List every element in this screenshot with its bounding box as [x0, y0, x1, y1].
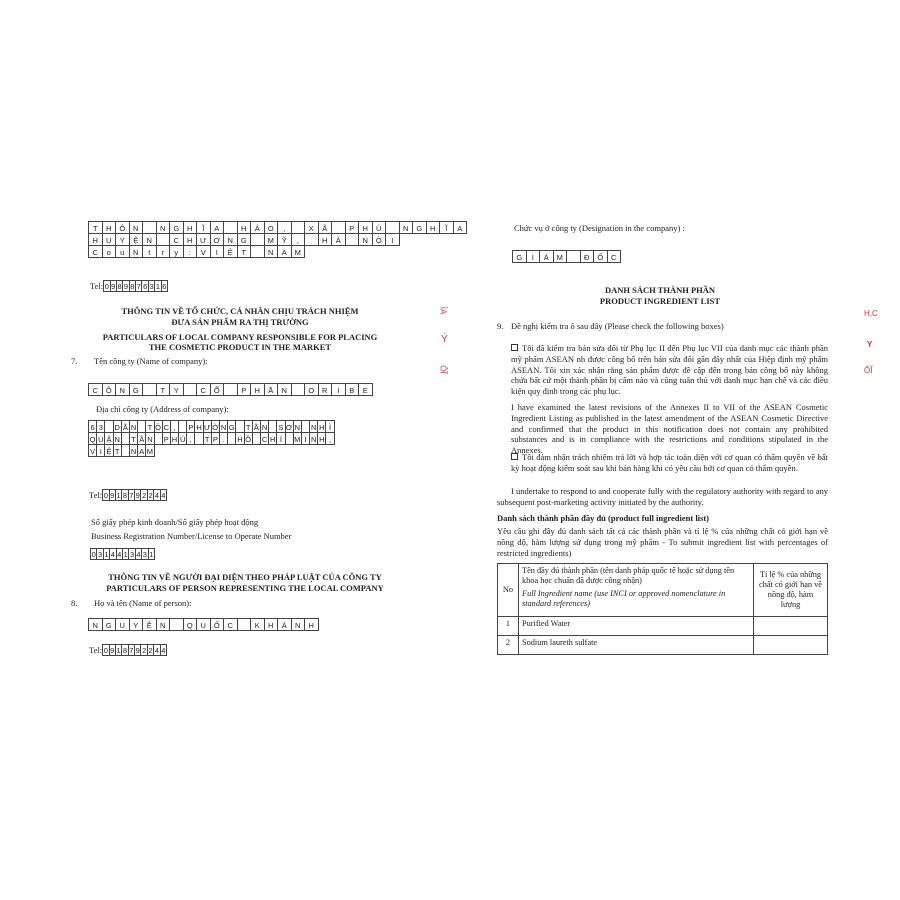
letter-box: P: [211, 432, 220, 445]
letter-box: 4: [136, 550, 141, 559]
stamp-mark-right-1: H,C: [864, 309, 878, 318]
letter-box: 3: [129, 550, 135, 559]
letter-box: [142, 383, 157, 396]
row-1-name: Purified Water: [519, 617, 754, 636]
letter-box: 9: [110, 646, 115, 655]
letter-box: 4: [154, 646, 160, 655]
letter-box: P: [162, 432, 171, 445]
designation-label: Chức vụ ở công ty (Designation in the company) :: [514, 223, 685, 233]
letter-box: N: [260, 420, 269, 433]
section-local-company-en-title-1: PARTICULARS OF LOCAL COMPANY RESPONSIBLE FOR PLACING: [102, 332, 378, 342]
stamp-mark-left-2: Ý: [441, 334, 448, 345]
letter-box: N: [129, 420, 138, 433]
letter-box: H: [250, 383, 265, 396]
letter-box: Y: [129, 618, 144, 631]
letter-box: H: [88, 233, 103, 246]
letter-box: N: [129, 221, 144, 234]
letter-box: 0: [103, 491, 108, 500]
letter-box: Y: [115, 233, 130, 246]
letter-box: N: [145, 432, 154, 445]
letter-box: .: [219, 432, 228, 445]
letter-box: C: [260, 432, 269, 445]
letter-box: A: [137, 444, 146, 457]
letter-box: r: [156, 245, 171, 258]
letter-box: [183, 383, 198, 396]
letter-box: Ư: [203, 420, 212, 433]
table-row: [498, 617, 828, 636]
letter-box: M: [145, 444, 154, 457]
full-ingredient-list-desc: Yêu cầu ghi đầy đủ danh sách tất cả các thành phần và tỉ lệ % của những chất có giới hạn về nồng độ, hàm lượng sử dụng trong mỹ phẩm - To submit ingredient list with percentages of restricted ingredients): [497, 526, 828, 558]
letter-box: M: [293, 432, 302, 445]
row-1-percentage: [754, 617, 828, 636]
header-name-vn: Tên đầy đủ thành phần (tên danh pháp quốc tế hoặc sử dụng tên khoa học chuẩn đã được công nhận): [522, 566, 735, 585]
letter-box: 2: [142, 646, 147, 655]
company-name-boxes: [89, 383, 373, 396]
letter-box: A: [453, 221, 468, 234]
letter-box: 8: [122, 491, 128, 500]
letter-box: T: [244, 420, 253, 433]
declaration-1-vn: [511, 343, 828, 397]
row-2-percentage: [754, 636, 828, 655]
letter-box: H: [426, 221, 441, 234]
declaration-1-checkbox[interactable]: [511, 344, 518, 351]
letter-box: N: [129, 245, 144, 258]
letter-box: N: [219, 420, 228, 433]
letter-box: 8: [117, 282, 122, 291]
letter-box: G: [129, 383, 144, 396]
stamp-mark-right-2: Y: [867, 340, 873, 349]
section-representative-vn-title: THÔNG TIN VỀ NGƯỜI ĐẠI DIỆN THEO PHÁP LUẬT CỦA CÔNG TY: [108, 572, 382, 582]
letter-box: N: [399, 221, 414, 234]
letter-box: N: [264, 245, 279, 258]
stamp-mark-left-1: ÌA: [438, 306, 448, 315]
letter-box: 1: [116, 646, 121, 655]
letter-box: N: [358, 233, 373, 246]
company-address-label: Địa chỉ công ty (Address of company):: [96, 404, 229, 414]
letter-box: 9: [135, 646, 140, 655]
letter-box: H: [102, 221, 117, 234]
letter-box: T: [156, 383, 171, 396]
letter-box: I: [301, 432, 310, 445]
letter-box: Ầ: [121, 420, 130, 433]
letter-box: T: [113, 444, 122, 457]
table-row: [498, 636, 828, 655]
ingredient-table: [497, 563, 828, 655]
declaration-2-checkbox[interactable]: [511, 453, 518, 460]
letter-box: ,: [277, 221, 292, 234]
license-number-boxes: [91, 548, 155, 560]
letter-box: G: [412, 221, 427, 234]
letter-box: [566, 250, 581, 263]
letter-box: H: [318, 233, 333, 246]
letter-box: y: [169, 245, 184, 258]
letter-box: C: [223, 618, 238, 631]
letter-box: P: [237, 383, 252, 396]
letter-box: N: [277, 383, 292, 396]
letter-box: Đ: [580, 250, 595, 263]
letter-box: :: [183, 245, 198, 258]
letter-box: Ơ: [285, 420, 294, 433]
ingredient-table-header: [498, 564, 828, 617]
letter-box: 9: [123, 282, 129, 291]
letter-box: 7: [129, 491, 134, 500]
declaration-2-vn-text: Tôi đảm nhận trách nhiệm trả lời và hợp tác toàn diện với cơ quan có thẩm quyền về bất kỳ hoạt động kiểm soát sau khi bán hàng khi có yêu cầu bởi cơ quan có thẩm quyền.: [511, 452, 828, 473]
letter-box: Ộ: [154, 420, 163, 433]
letter-box: 9: [110, 491, 115, 500]
item-7-label: Tên công ty (Name of company):: [94, 356, 208, 366]
letter-box: N: [223, 233, 238, 246]
letter-box: Ã: [318, 221, 333, 234]
letter-box: H: [183, 233, 198, 246]
section-local-company-vn-title-2: ĐƯA SẢN PHẨM RA THỊ TRƯỜNG: [171, 317, 309, 327]
letter-box: 3: [98, 550, 103, 559]
letter-box: [237, 618, 252, 631]
letter-box: Ĩ: [439, 221, 454, 234]
letter-box: H: [358, 221, 373, 234]
letter-box: C: [169, 233, 184, 246]
letter-box: N: [129, 444, 138, 457]
letter-box: 4: [117, 550, 122, 559]
letter-box: 4: [110, 550, 115, 559]
letter-box: I: [210, 245, 225, 258]
letter-box: [223, 383, 238, 396]
letter-box: ,: [291, 233, 306, 246]
section-representative-en-title: PARTICULARS OF PERSON REPRESENTING THE LOCAL COMPANY: [106, 583, 384, 593]
letter-box: Q: [88, 432, 97, 445]
letter-box: 7: [129, 646, 134, 655]
letter-box: S: [276, 420, 285, 433]
row-2-name: Sodium laureth sulfate: [519, 636, 754, 655]
item-8-label: Họ và tên (Name of person):: [94, 598, 192, 608]
letter-box: A: [277, 245, 292, 258]
tel-3-digits: [103, 644, 167, 656]
license-label-en: Business Registration Number/License to Operate Number: [91, 531, 292, 541]
letter-box: 6: [88, 420, 97, 433]
letter-box: N: [142, 233, 157, 246]
letter-box: [304, 233, 319, 246]
letter-box: N: [156, 221, 171, 234]
letter-box: Í: [276, 432, 285, 445]
letter-box: H: [264, 618, 279, 631]
letter-box: C: [88, 383, 103, 396]
tel-1-digits: [104, 280, 168, 292]
letter-box: R: [318, 383, 333, 396]
letter-box: 8: [122, 646, 128, 655]
letter-box: 9: [111, 282, 116, 291]
letter-box: K: [250, 618, 265, 631]
letter-box: Ộ: [372, 233, 387, 246]
letter-box: E: [358, 383, 373, 396]
letter-box: G: [512, 250, 527, 263]
person-name-boxes: [89, 618, 319, 631]
letter-box: Ổ: [210, 383, 225, 396]
letter-box: Ú: [372, 221, 387, 234]
letter-box: M: [291, 245, 306, 258]
letter-box: T: [145, 420, 154, 433]
letter-box: N: [309, 432, 318, 445]
letter-box: P: [186, 420, 195, 433]
letter-box: Ơ: [210, 233, 225, 246]
letter-box: Â: [137, 432, 146, 445]
letter-box: Ồ: [244, 432, 253, 445]
declaration-1-en: I have examined the latest revisions of the Annexes II to VII of the ASEAN Cosmetic Ingredient Listing as published in the latest amendment of the ASEAN Cosmetic Directive and confirmed that the product in this notification does not contain any prohibited substances and is in compliance with the restrictions and conditions stipulated in the Annexes.: [511, 402, 828, 456]
letter-box: Ố: [593, 250, 608, 263]
letter-box: Ố: [210, 618, 225, 631]
letter-box: 2: [142, 491, 147, 500]
letter-box: H: [317, 420, 326, 433]
letter-box: Ả: [250, 221, 265, 234]
header-percentage: Tỉ lệ % của những chất có giới hạn về nồng độ, hàm lượng: [754, 564, 828, 617]
letter-box: N: [291, 618, 306, 631]
letter-box: u: [115, 245, 130, 258]
address-row-3: [89, 245, 467, 258]
letter-box: G: [227, 420, 236, 433]
letter-box: ,: [170, 420, 179, 433]
letter-box: 6: [162, 282, 167, 291]
letter-box: Q: [183, 618, 198, 631]
letter-box: H: [304, 618, 319, 631]
letter-box: X: [304, 221, 319, 234]
row-1-no: 1: [498, 617, 519, 636]
letter-box: À: [331, 233, 346, 246]
letter-box: C: [196, 383, 211, 396]
letter-box: 0: [104, 282, 109, 291]
letter-box: 4: [161, 646, 166, 655]
letter-box: Ầ: [252, 420, 261, 433]
letter-box: I: [385, 233, 400, 246]
letter-box: Ờ: [211, 420, 220, 433]
letter-box: [250, 245, 265, 258]
letter-box: 4: [161, 491, 166, 500]
declaration-2-vn: [511, 452, 828, 474]
letter-box: Ậ: [104, 432, 113, 445]
tel-1-label: Tel:: [90, 281, 104, 291]
letter-box: P: [345, 221, 360, 234]
letter-box: Ĩ: [196, 221, 211, 234]
letter-box: M: [553, 250, 568, 263]
letter-box: N: [293, 420, 302, 433]
letter-box: 4: [154, 491, 160, 500]
letter-box: H: [235, 432, 244, 445]
letter-box: Ệ: [223, 245, 238, 258]
letter-box: 8: [130, 282, 135, 291]
letter-box: V: [88, 444, 97, 457]
letter-box: M: [264, 233, 279, 246]
letter-box: 2: [148, 491, 153, 500]
letter-box: C: [162, 420, 171, 433]
letter-box: H: [194, 420, 203, 433]
letter-box: H: [237, 221, 252, 234]
letter-box: I: [96, 444, 105, 457]
tel-3: [89, 644, 167, 656]
letter-box: G: [169, 221, 184, 234]
letter-box: G: [102, 618, 117, 631]
section-local-company-vn-title-1: THÔNG TIN VỀ TỔ CHỨC, CÁ NHÂN CHỊU TRÁCH NHIỆM: [121, 306, 359, 316]
row-2-no: 2: [498, 636, 519, 655]
letter-box: V: [196, 245, 211, 258]
letter-box: O: [304, 383, 319, 396]
letter-box: 6: [143, 282, 148, 291]
letter-box: Ệ: [104, 444, 113, 457]
designation-boxes: [513, 250, 621, 263]
letter-box: 0: [91, 550, 96, 559]
letter-box: 9: [135, 491, 140, 500]
letter-box: ,: [186, 432, 195, 445]
letter-box: U: [115, 618, 130, 631]
letter-box: Ễ: [142, 618, 157, 631]
letter-box: C: [607, 250, 622, 263]
letter-box: 3: [149, 282, 154, 291]
letter-box: 1: [123, 550, 128, 559]
section-local-company-en-title-2: THE COSMETIC PRODUCT IN THE MARKET: [148, 342, 332, 352]
letter-box: 1: [149, 550, 154, 559]
letter-box: [345, 233, 360, 246]
letter-box: [169, 618, 184, 631]
letter-box: I: [331, 383, 346, 396]
letter-box: O: [264, 221, 279, 234]
company-address-boxes: [89, 420, 335, 457]
header-name-en: Full Ingredient name (use INCI or approved nomenclature in standard references): [522, 589, 726, 608]
letter-box: 1: [116, 491, 121, 500]
letter-box: B: [345, 383, 360, 396]
letter-box: H: [183, 221, 198, 234]
letter-box: A: [210, 221, 225, 234]
letter-box: o: [102, 245, 117, 258]
full-ingredient-list-title: Danh sách thành phần đầy đủ (product full ingredient list): [497, 513, 710, 523]
item-7-number: 7.: [71, 356, 78, 366]
letter-box: T: [203, 432, 212, 445]
letter-box: t: [142, 245, 157, 258]
tel-2: [89, 489, 167, 501]
letter-box: U: [102, 233, 117, 246]
letter-box: Ư: [196, 233, 211, 246]
letter-box: N: [113, 432, 122, 445]
letter-box: Y: [169, 383, 184, 396]
item-8-number: 8.: [71, 598, 78, 608]
letter-box: Ô: [102, 383, 117, 396]
item-9-label: Đề nghị kiểm tra ô sau đây (Please check the following boxes): [511, 321, 724, 331]
letter-box: Ì: [325, 420, 334, 433]
letter-box: Ô: [115, 221, 130, 234]
letter-box: D: [113, 420, 122, 433]
stamp-mark-right-3: ÔĨ: [864, 366, 873, 375]
letter-box: Ỹ: [277, 233, 292, 246]
letter-box: I: [526, 250, 541, 263]
letter-box: Ú: [178, 432, 187, 445]
letter-box: Á: [277, 618, 292, 631]
letter-box: 2: [148, 646, 153, 655]
letter-box: H: [268, 432, 277, 445]
license-label-vn: Số giấy phép kinh doanh/Số giấy phép hoạt động: [91, 517, 259, 527]
letter-box: Á: [539, 250, 554, 263]
letter-box: T: [237, 245, 252, 258]
letter-box: U: [196, 618, 211, 631]
letter-box: [291, 383, 306, 396]
stamp-mark-left-3: ÔĨ: [438, 365, 448, 374]
tel-1: [90, 280, 168, 292]
letter-box: T: [88, 221, 103, 234]
address-boxes: [89, 221, 467, 258]
letter-box: Ầ: [264, 383, 279, 396]
letter-box: C: [88, 245, 103, 258]
header-no: No: [498, 564, 519, 617]
letter-box: G: [237, 233, 252, 246]
letter-box: ,: [325, 432, 334, 445]
letter-box: H: [317, 432, 326, 445]
declaration-1-vn-text: Tôi đã kiểm tra bản sửa đổi từ Phụ lục II đến Phụ lục VII của danh mục các thành phần mỹ phẩm ASEAN nh được công bố trên bản sửa đổi gần đây nhất của Hiệp định mỹ phẩm ASEAN. Tôi xin xác nhận rằng sản phẩm được đề cập đến trong bản công bố này không chứa bất cứ một thành phần bị cấm nào và cũng tuân thủ với danh mục hạn chế và các điều kiện quy định trong các phụ lục.: [511, 343, 828, 397]
declaration-2-en: I undertake to respond to and cooperate fully with the regulatory authority with regard to any subsequent post-marketing activity initiated by the authority.: [497, 486, 828, 507]
letter-box: N: [156, 618, 171, 631]
letter-box: 1: [104, 550, 109, 559]
tel-3-label: Tel:: [89, 645, 103, 655]
tel-2-label: Tel:: [89, 490, 103, 500]
letter-box: 3: [142, 550, 147, 559]
letter-box: N: [88, 618, 103, 631]
letter-box: 3: [96, 420, 105, 433]
letter-box: 1: [155, 282, 161, 291]
letter-box: 7: [136, 282, 141, 291]
letter-box: T: [129, 432, 138, 445]
item-9-number: 9.: [497, 321, 504, 331]
letter-box: N: [309, 420, 318, 433]
ingredient-list-title-vn: DANH SÁCH THÀNH PHẦN: [604, 285, 716, 295]
letter-box: 0: [103, 646, 108, 655]
letter-box: Ệ: [129, 233, 144, 246]
letter-box: H: [170, 432, 179, 445]
letter-box: U: [96, 432, 105, 445]
letter-box: N: [115, 383, 130, 396]
ingredient-list-title-en: PRODUCT INGREDIENT LIST: [599, 296, 721, 306]
header-name: [519, 564, 754, 617]
tel-2-digits: [103, 489, 167, 501]
